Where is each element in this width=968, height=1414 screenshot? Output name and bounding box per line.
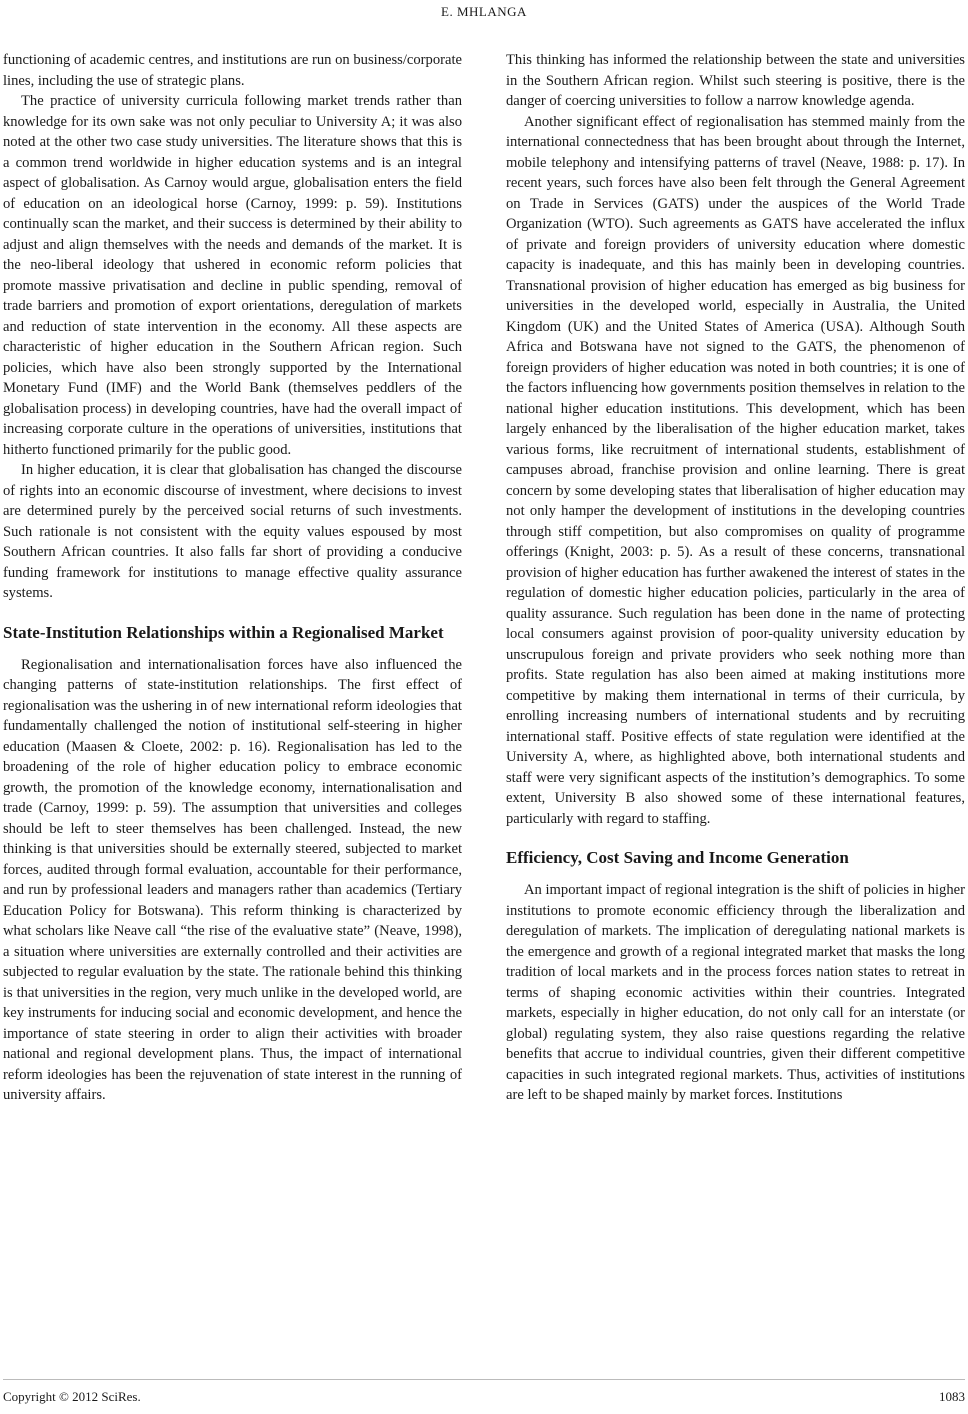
footer-divider [3,1379,965,1380]
footer [0,1389,968,1409]
right-column [506,50,965,1106]
paragraph: The practice of university curricula following market trends rather than knowledge for its own sake was not only peculiar to University A; it was also noted at the other two case study universities. The literature shows that this is a common trend worldwide in higher education systems and is an integral aspect of globalisation. As Carnoy would argue, globalisation enters the field of education on an ideological horse (Carnoy, 1999: p. 59). Institutions continually scan the market, and their success is determined by their ability to adjust and align themselves with the needs and demands of the market. It is the neo-liberal ideology that ushered in economic reform policies that promote massive privatisation and decline in public spending, removal of trade barriers and promotion of export orientations, deregulation of markets and reduction of state intervention in the economy. All these aspects are characteristic of higher education in the Southern African region. Such policies, which have also been strongly supported by the International Monetary Fund (IMF) and the World Bank (themselves peddlers of the globalisation process) in developing countries, have had the overall impact of increasing corporate culture in the operations of universities, institutions that hitherto functioned primarily for the public good. [3,93,462,458]
section-heading: Efficiency, Cost Saving and Income Generation [506,848,849,867]
paragraph: Regionalisation and internationalisation forces have also influenced the changing patterns of state-institution relationships. The first effect of regionalisation was the ushering in of new international reform ideologies that fundamentally challenged the notion of institutional self-steering in higher education (Maasen & Cloete, 2002: p. 16). Regionalisation has led to the broadening of the role of higher education policy to embrace economic growth, the promotion of the knowledge economy, internationalisation and trade (Carnoy, 1999: p. 59). The assumption that universities and colleges should be left to steer themselves has been challenged. Instead, the new thinking is that universities should be externally steered, subjected to market forces, audited through formal evaluation, accountable for their performance, and run by professional leaders and managers rather than academics (Tertiary Education Policy for Botswana). This reform thinking is characterized by what scholars like Neave call “the rise of the evaluative state” (Neave, 1998), a situation where universities are externally controlled and their activities are subjected to regular evaluation by the state. The rationale behind this thinking is that universities in the region, very much unlike in the developed world, are key instruments for inducing social and economic development, and hence the importance of state steering in order to align their activities with broader national and regional development plans. Thus, the impact of international reform ideologies has been the rejuvenation of state interest in the running of university affairs. [3,656,462,1103]
section-heading: State-Institution Relationships within a Regionalised Market [3,622,444,642]
paragraph: In higher education, it is clear that globalisation has changed the discourse of rights into an economic discourse of investment, where decisions to invest are determined purely by the perceived social returns of such investments. Such rationale is not consistent with the equity values espoused by most Southern African countries. It also falls far short of providing a conducive funding framework for institutions to manage effective quality assurance systems. [3,462,462,601]
paragraph: This thinking has informed the relationship between the state and universities in the Southern African region. Whilst such steering is positive, there is the danger of coercing universities to follow a narrow knowledge agenda. [506,52,965,109]
copyright-notice: Copyright © 2012 SciRes. [3,1389,141,1404]
paragraph: An important impact of regional integration is the shift of policies in higher institutions to promote economic efficiency through the liberalization and deregulation of markets. The implication of deregulating national markets is the emergence and growth of a regional integrated market that masks the long tradition of local markets and in the process forces nation states to retreat in terms of shaping economic activities within their countries. Integrated markets, especially in higher education, do not only call for an interstate (or global) regulating system, they also raise questions regarding the relative benefits that accrue to individual countries, given their different competitive capacities in such integrated regional markets. Thus, activities of institutions are left to be shaped mainly by market forces. Institutions [506,882,965,1103]
page-number: 1083 [939,1389,965,1404]
paragraph: functioning of academic centres, and institutions are run on business/corporate lines, including the use of strategic plans. [3,52,462,89]
left-column [3,50,462,1106]
running-head: E. MHLANGA [441,4,527,19]
paragraph: Another significant effect of regionalisation has stemmed mainly from the international connectedness that has been brought about through the Internet, mobile telephony and intensifying patterns of travel (Neave, 1988: p. 17). In recent years, such forces have also been felt through the General Agreement on Trade in Services (GATS) under the auspices of the World Trade Organization (WTO). Such agreements as GATS have accelerated the influx of private and foreign providers of university education where domestic capacity is inadequate, and this has mainly been in developing countries. Transnational provision of higher education has emerged as big business for universities in the developed world, especially in Australia, the United Kingdom (UK) and the United States of America (USA). Although South Africa and Botswana have not signed to the GATS, the phenomenon of foreign providers of higher education was noted in both countries; it is one of the factors influencing how governments position themselves in relation to the national higher education institutions. This development, which has been largely enhanced by the liberalisation of the higher education market, takes various forms, like recruitment of international students, establishment of campuses abroad, franchise provision and online learning. There is great concern by some developing states that liberalisation of higher education may not only hamper the development of institutions in the developing countries through stiff competition, but also compromises on quality of programme offerings (Knight, 2003: p. 5). As a result of these concerns, transnational provision of higher education has further awakened the interest of states in the regulation of domestic higher education policies, particularly in the area of quality assurance. Such regulation has been done in the name of protecting local consumers against provision of poor-quality university education by unscrupulous foreign and private providers who seek nothing more than profits. State regulation has also been aimed at making institutions more competitive by making them international in terms of their curricula, by enrolling increasing numbers of international students and by recruiting international staff. Positive effects of state regulation were identified at the University A, where, as highlighted above, both international students and staff were very significant aspects of the institution’s demographics. To some extent, University B also showed some of these international features, particularly with regard to staffing. [506,113,965,827]
